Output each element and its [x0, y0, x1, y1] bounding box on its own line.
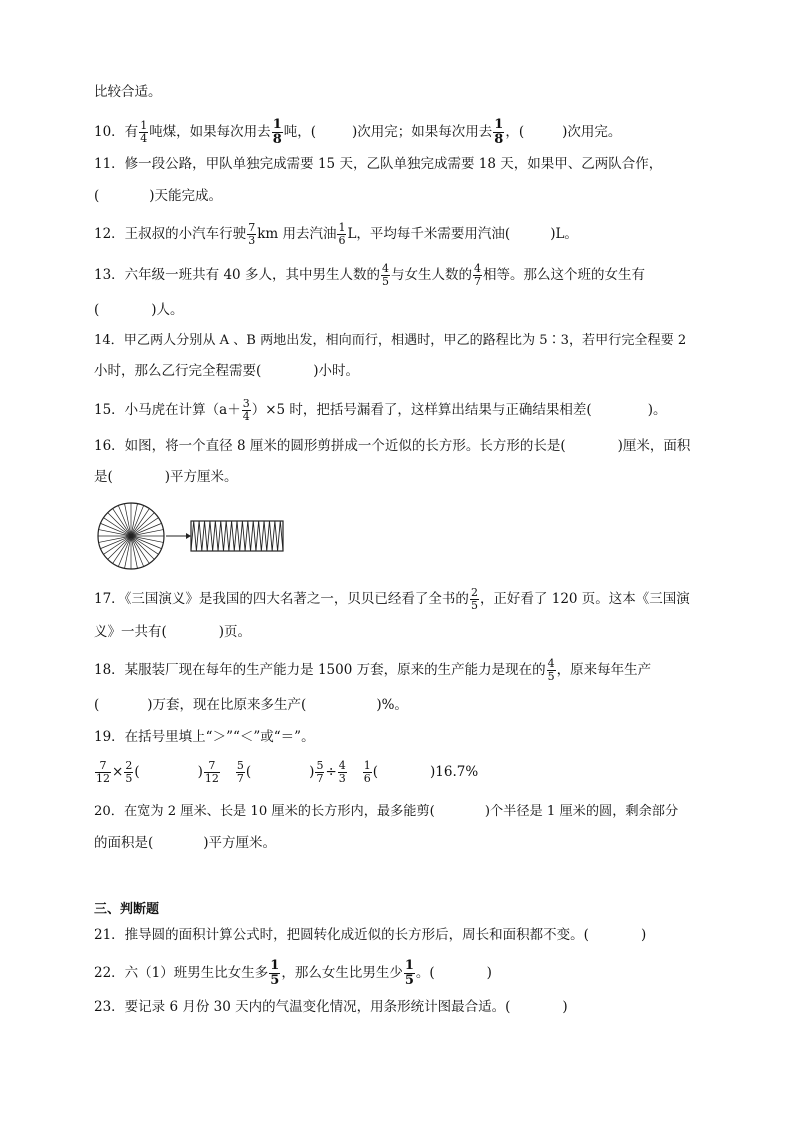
question-19-items: $\frac{7}{12}$ × $\frac{2}{5}$ ( ) $\frac{7}{12}$ $\frac{5}{7}$ ( ) $\frac{5}{7}$ ÷ $\frac{4}{3}$ $\frac{1}{6}$ ( )16.7%	[96, 759, 479, 785]
question-17-line2: 义》一共有( )页。	[94, 624, 252, 640]
question-16-line2: 是( )平方厘米。	[94, 469, 238, 485]
question-15: 15．小马虎在计算（a＋ $\frac{3}{4}$ ）×5 时，把括号漏看了，这样算出结果与正确结果相差( )。	[94, 397, 667, 423]
fraction: $\frac{1}{5}$	[404, 958, 414, 988]
circle-to-rectangle-figure	[96, 500, 296, 574]
question-14-line2: 小时，那么乙行完全程需要( )小时。	[94, 363, 360, 379]
arrow-head-icon	[186, 533, 191, 539]
fraction: $\frac{1}{5}$	[270, 958, 280, 988]
fraction: $\frac{7}{12}$	[96, 759, 110, 785]
question-20: 20．在宽为 2 厘米、长是 10 厘米的长方形内，最多能剪( )个半径是 1 厘米的圆，剩余部分	[94, 804, 679, 819]
fraction: $\frac{5}{7}$	[236, 759, 244, 785]
fraction: $\frac{2}{5}$	[470, 586, 478, 612]
question-18: 18．某服装厂现在每年的生产能力是 1500 万套，原来的生产能力是现在的 $\frac{4}{5}$ ，原来每年生产	[94, 657, 652, 683]
rectangle-sectors	[191, 521, 283, 551]
divided-circle	[98, 503, 164, 569]
question-13-line2: ( )人。	[94, 302, 184, 318]
fraction: $\frac{1}{6}$	[338, 221, 346, 247]
fraction: $\frac{1}{8}$	[494, 117, 504, 147]
question-11-line2: ( )天能完成。	[94, 188, 223, 204]
fraction: $\frac{1}{6}$	[363, 759, 371, 785]
fraction: $\frac{4}{5}$	[547, 657, 555, 683]
question-23: 23．要记录 6 月份 30 天内的气温变化情况，用条形统计图最合适。( )	[94, 999, 568, 1015]
fraction: $\frac{4}{7}$	[473, 262, 481, 288]
fraction: $\frac{7}{12}$	[204, 759, 219, 785]
fraction: $\frac{2}{5}$	[125, 759, 133, 785]
question-21: 21．推导圆的面积计算公式时，把圆转化成近似的长方形后，周长和面积都不变。( )	[94, 927, 647, 943]
question-14: 14．甲乙两人分别从 A 、B 两地出发，相向而行，相遇时，甲乙的路程比为 5∶3，若甲行完全程要 2	[94, 333, 687, 348]
sector-line	[108, 513, 131, 536]
question-13: 13．六年级一班共有 40 多人，其中男生人数的 $\frac{4}{5}$ 与女生人数的 $\frac{4}{7}$ 相等。那么这个班的女生有	[94, 262, 645, 288]
question-22: 22．六（1）班男生比女生多 $\frac{1}{5}$ ，那么女生比男生少 $\frac{1}{5}$ 。( )	[94, 958, 492, 988]
sector-line	[131, 536, 154, 559]
sector-line	[131, 513, 154, 536]
fraction: $\frac{1}{4}$	[140, 119, 148, 145]
question-18-line2: ( )万套，现在比原来多生产( )%。	[94, 697, 408, 713]
question-10: 10．有 $\frac{1}{4}$ 吨煤，如果每次用去 $\frac{1}{8}$ 吨，( )次用完；如果每次用去 $\frac{1}{8}$ ，( )次用完。	[94, 117, 622, 147]
fraction: $\frac{7}{3}$	[248, 221, 256, 247]
fraction: $\frac{4}{3}$	[338, 759, 346, 785]
question-11: 11．修一段公路，甲队单独完成需要 15 天，乙队单独完成需要 18 天，如果甲、乙两队合作，	[94, 156, 663, 172]
fraction: $\frac{1}{8}$	[272, 117, 282, 147]
sector-line	[108, 536, 131, 559]
question-19: 19．在括号里填上“＞”“＜”或“＝”。	[94, 729, 315, 745]
fraction: $\frac{5}{7}$	[316, 759, 324, 785]
previous-question-tail: 比较合适。	[94, 84, 162, 100]
section-title: 三、判断题	[94, 902, 160, 917]
fraction: $\frac{3}{4}$	[242, 397, 250, 423]
question-16: 16．如图，将一个直径 8 厘米的圆形剪拼成一个近似的长方形。长方形的长是( )厘米，面积	[94, 438, 691, 454]
question-20-line2: 的面积是( )平方厘米。	[94, 835, 277, 851]
question-12: 12．王叔叔的小汽车行驶 $\frac{7}{3}$ km 用去汽油 $\frac{1}{6}$ L，平均每千米需要用汽油( )L。	[94, 221, 578, 247]
fraction: $\frac{4}{5}$	[381, 262, 389, 288]
question-17: 17．《三国演义》是我国的四大名著之一，贝贝已经看了全书的 $\frac{2}{5}$ ，正好看了 120 页。这本《三国演	[94, 586, 690, 612]
